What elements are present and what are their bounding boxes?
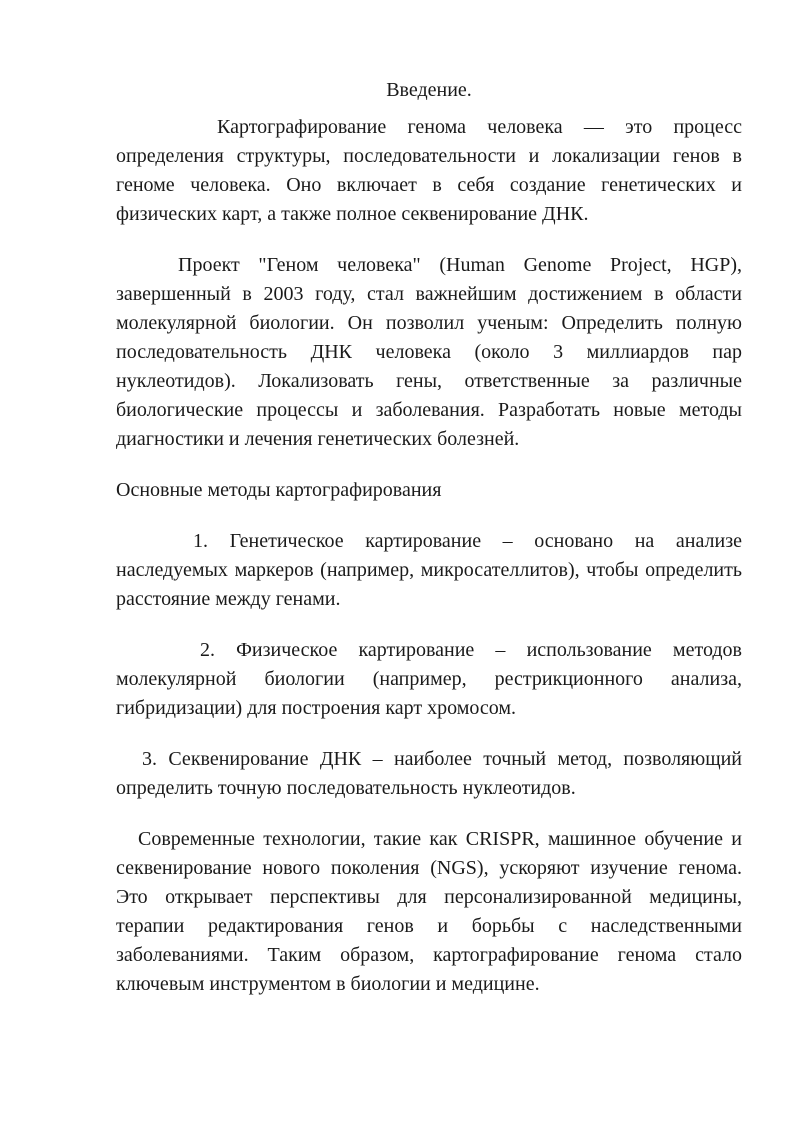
paragraph-method-genetic: 1. Генетическое картирование – основано на анализе наследуемых маркеров (например, микросателлитов), чтобы определить расстояние между генами. [116,530,742,610]
document-body [116,76,742,999]
paragraph-hgp: Проект "Геном человека" (Human Genome Project, HGP), завершенный в 2003 году, стал важнейшим достижением в области молекулярной биологии. Он позволил ученым: Определить полную последовательность ДНК человека (около 3 миллиардов пар нуклеотидов). Локализовать гены, ответственные за различные биологические процессы и заболевания. Разработать новые методы диагностики и лечения генетических болезней. [116,254,742,450]
paragraph-intro: Картографирование генома человека — это процесс определения структуры, последовательности и локализации генов в геноме человека. Оно включает в себя создание генетических и физических карт, а также полное секвенирование ДНК. [116,116,742,225]
section-heading-methods: Основные методы картографирования [116,479,442,501]
paragraph-method-sequencing: 3. Секвенирование ДНК – наиболее точный метод, позволяющий определить точную последовательность нуклеотидов. [116,748,742,799]
paragraph-conclusion: Современные технологии, такие как CRISPR, машинное обучение и секвенирование нового поколения (NGS), ускоряют изучение генома. Это открывает перспективы для персонализированной медицины, терапии редактирования генов и борьбы с наследственными заболеваниями. Таким образом, картографирование генома стало ключевым инструментом в биологии и медицине. [116,828,742,995]
paragraph-method-physical: 2. Физическое картирование – использование методов молекулярной биологии (например, рестрикционного анализа, гибридизации) для построения карт хромосом. [116,639,742,719]
document-title: Введение. [386,79,472,101]
